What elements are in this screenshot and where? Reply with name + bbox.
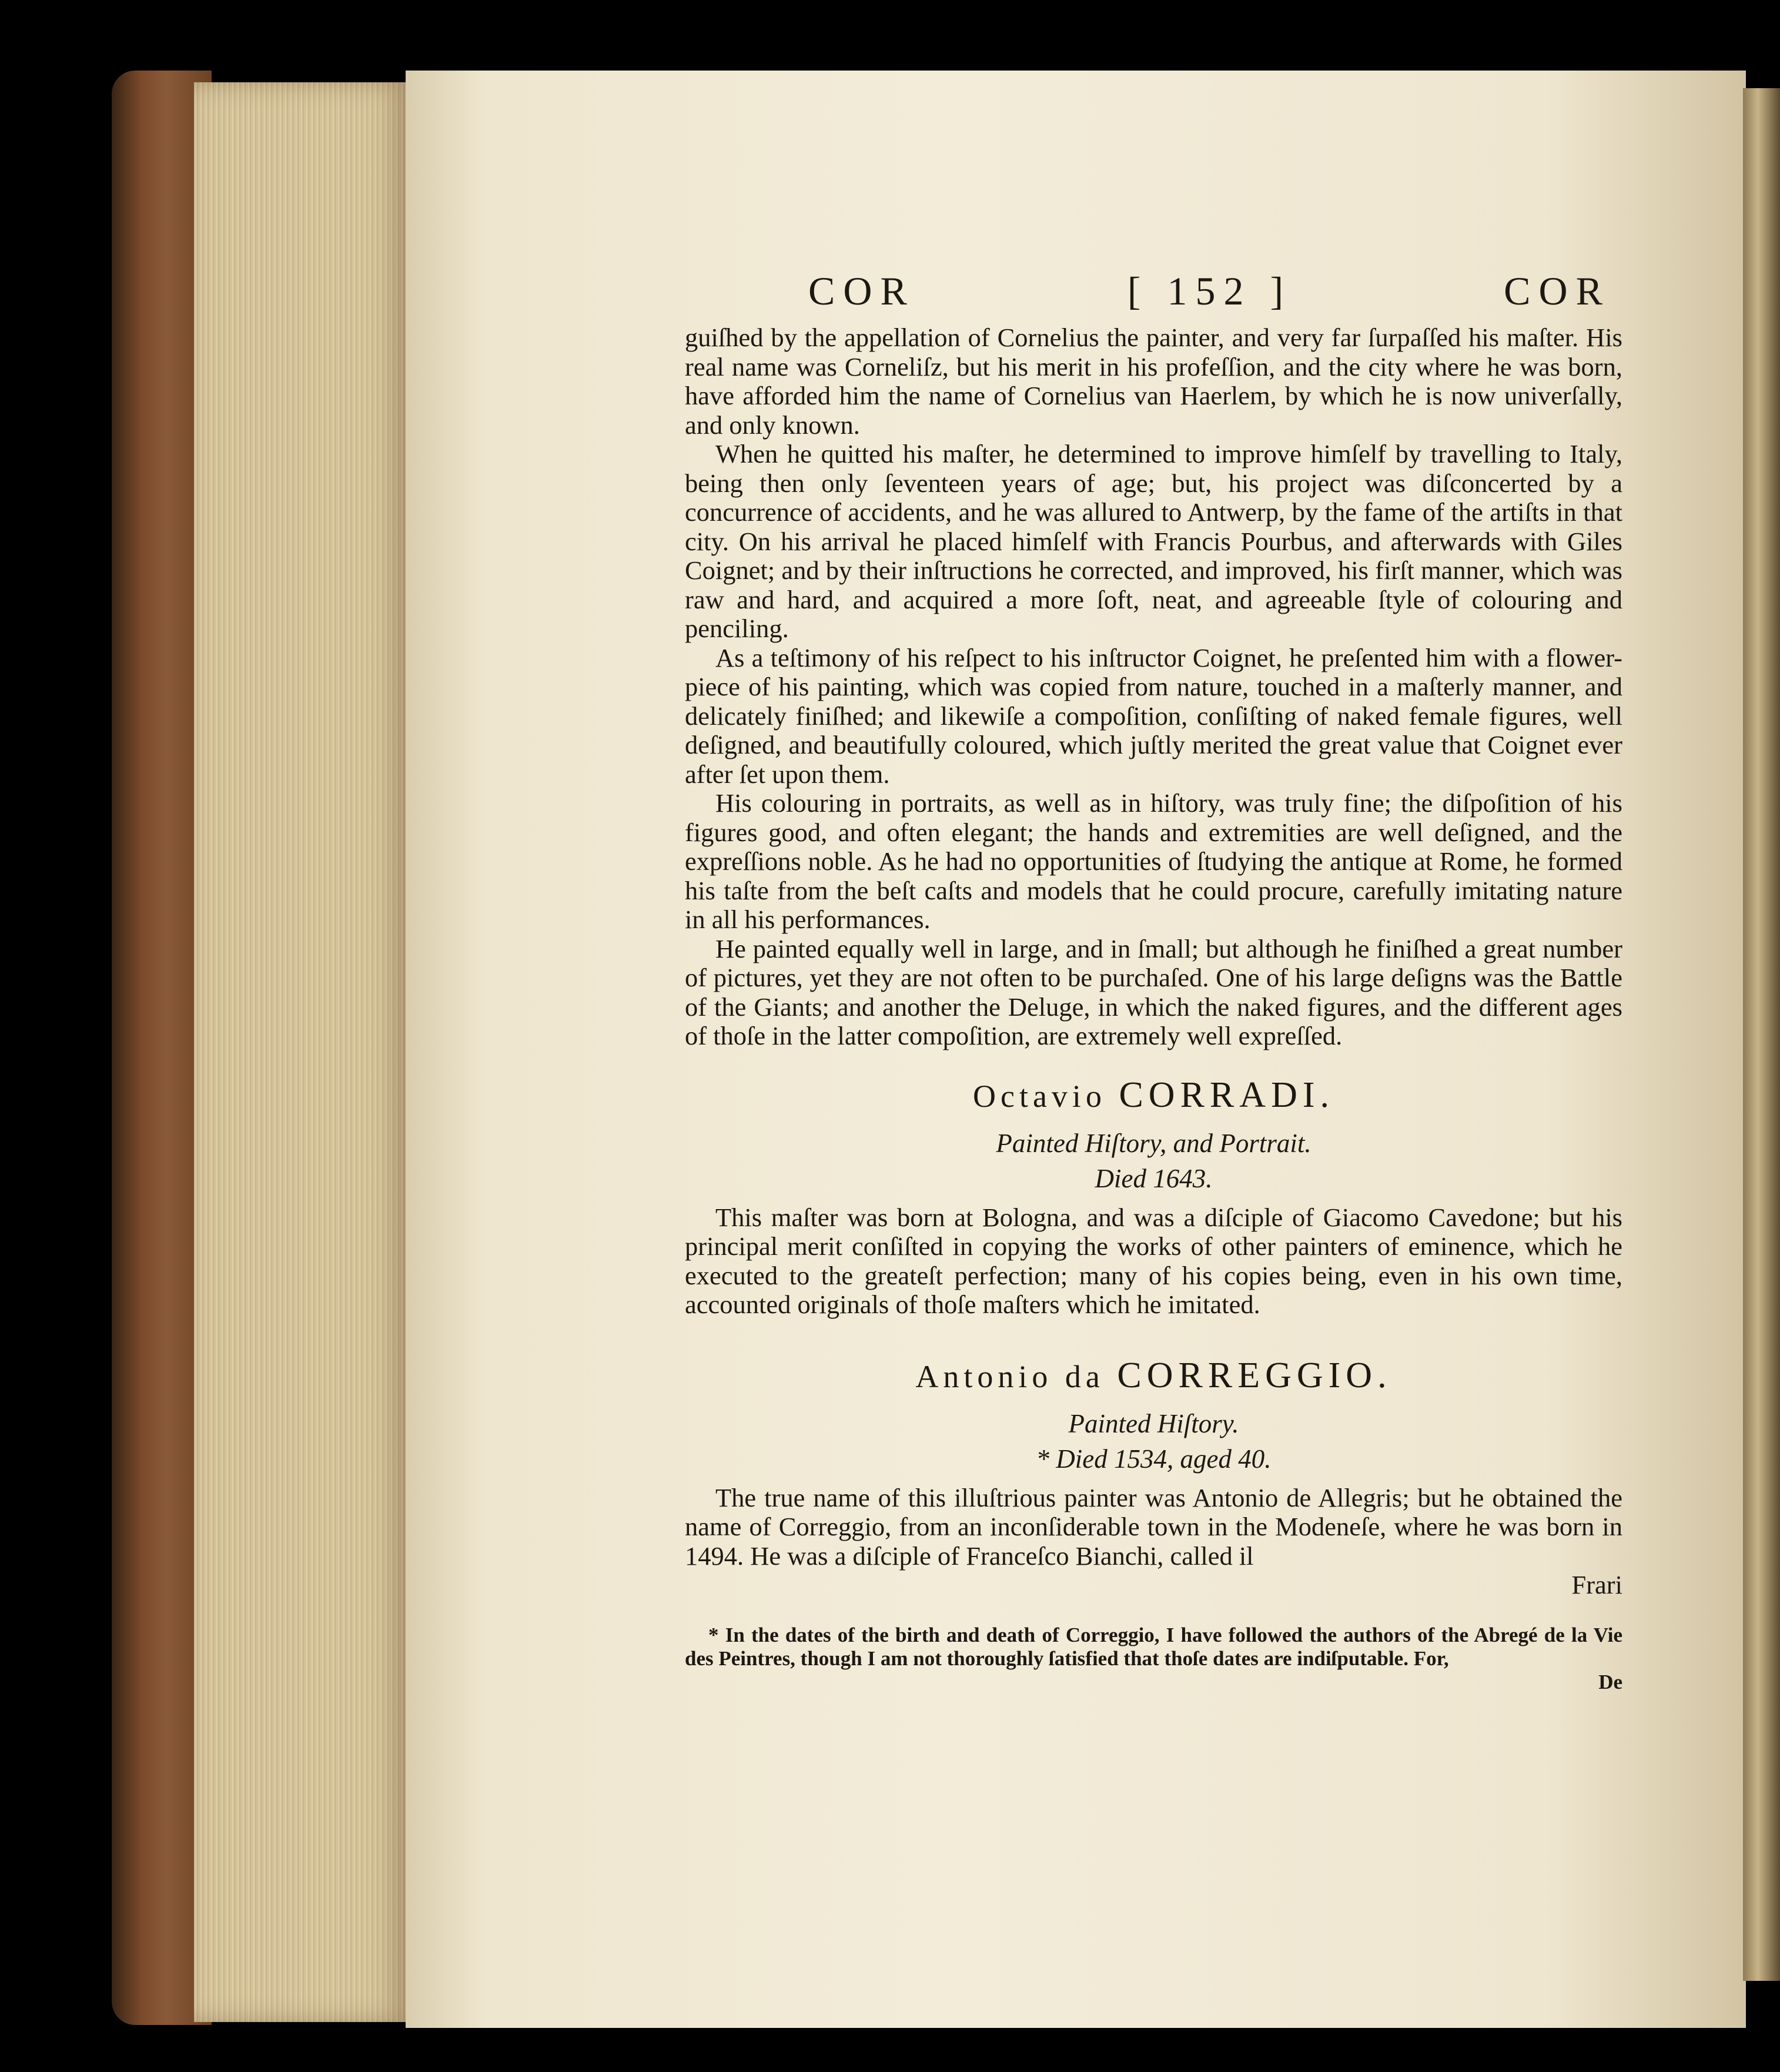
entry-heading-corradi xyxy=(685,1075,1622,1116)
right-page-edge xyxy=(1743,88,1780,1981)
entry-subtitle: Painted Hiſtory. xyxy=(1068,1408,1239,1438)
catchword: Frari xyxy=(1571,1570,1622,1599)
running-head-right: COR xyxy=(1504,268,1611,313)
paragraph: His colouring in portraits, as well as in hiſtory, was truly fine; the diſpoſition of his figures good, and often elegant; the hands and extremities are well deſigned, and the expreſſions noble. As he had no opportunities of ſtudying the antique at Rome, he formed his taſte from the beſt caſts and models that he could procure, carefully imitating nature in all his performances. xyxy=(685,788,1622,934)
footnote xyxy=(685,1624,1622,1694)
entry-text: This maſter was born at Bologna, and was a diſciple of Giacomo Cavedone; but his principal merit conſiſted in copying the works of other painters of eminence, which he executed to the greateſt perfection; many of his copies being, even in his own time, accounted originals of thoſe maſters which he imitated. xyxy=(685,1202,1622,1319)
paragraph: He painted equally well in large, and in ſmall; but although he finiſhed a great number of pictures, yet they are not often to be purchaſed. One of his large deſigns was the Battle of the Giants; and another the Deluge, in which the naked figures, and the different ages of thoſe in the latter compoſition, are extremely well expreſſed. xyxy=(685,933,1622,1050)
page-edges xyxy=(194,82,406,2022)
page-content xyxy=(685,259,1622,1694)
footnote-text: * In the dates of the birth and death of Correggio, I have followed the authors of the Abregé de la Vie des Peintres, though I am not thoroughly ſatisfied that thoſe dates are indiſputable. For, xyxy=(685,1623,1622,1670)
entry-died: * Died 1534, aged 40. xyxy=(1036,1444,1272,1474)
running-head xyxy=(685,259,1622,323)
entry-first-name: Octavio xyxy=(973,1078,1106,1114)
entry-surname: CORREGGIO. xyxy=(1117,1355,1392,1395)
paragraph: When he quitted his maſter, he determined to improve himſelf by travelling to Italy, being then only ſeventeen years of age; but, his project was diſconcerted by a concurrence of accidents, and he was allured to Antwerp, by the fame of the artiſts in that city. On his arrival he placed himſelf with Francis Pourbus, and afterwards with Giles Coignet; and by their inſtructions he corrected, and improved, his firſt manner, which was raw and hard, and acquired a more ſoft, neat, and agreeable ſtyle of colouring and penciling. xyxy=(685,439,1622,643)
entry-died: Died 1643. xyxy=(1095,1163,1213,1193)
running-head-left: COR xyxy=(808,268,915,313)
entry-surname: CORRADI. xyxy=(1119,1075,1334,1115)
entry-subtitle: Painted Hiſtory, and Portrait. xyxy=(996,1128,1311,1158)
entry-text: The true name of this illuſtrious painter was Antonio de Allegris; but he obtained the name of Correggio, from an inconſiderable town in the Modeneſe, where he was born in 1494. He was a diſciple of Franceſco Bianchi, called il xyxy=(685,1482,1622,1571)
paragraph: As a teſtimony of his reſpect to his inſtructor Coignet, he preſented him with a flower-piece of his painting, which was copied from nature, touched in a maſterly manner, and delicately finiſhed; and likewiſe a compoſition, conſiſting of naked female figures, well deſigned, and beautifully coloured, which juſtly merited the great value that Coignet ever after ſet upon them. xyxy=(685,642,1622,789)
page-number: [ 152 ] xyxy=(1127,268,1292,313)
entry-first-name: Antonio da xyxy=(915,1358,1105,1394)
entry-heading-correggio xyxy=(685,1355,1622,1397)
paragraph: guiſhed by the appellation of Cornelius the painter, and very far ſurpaſſed his maſter. His real name was Corneliſz, but his merit in his profeſſion, and the city where he was born, have afforded him the name of Cornelius van Haerlem, by which he is now univerſally, and only known. xyxy=(685,323,1622,440)
footnote-catchword: De xyxy=(1598,1670,1622,1693)
